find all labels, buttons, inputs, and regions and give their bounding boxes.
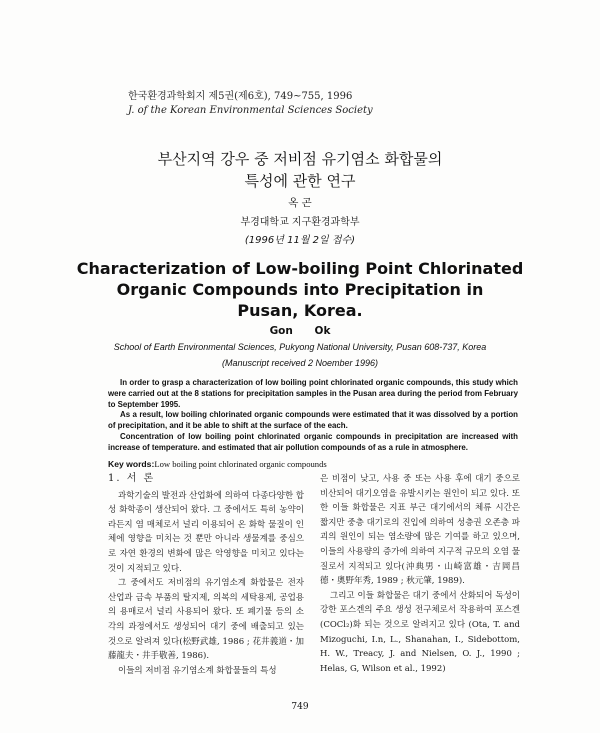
- korean-affiliation: 부경대학교 지구환경과학부: [240, 217, 360, 228]
- english-title-line-3: Pusan, Korea.: [237, 301, 363, 320]
- keywords: [108, 459, 327, 470]
- korean-received-date: (1996년 11월 2일 접수): [244, 235, 356, 246]
- page-number: 749: [291, 702, 309, 712]
- journal-header: [128, 90, 373, 118]
- abstract-paragraph-1: In order to grasp a characterization of low boiling point chlorinated organic compounds, this study which were carried out at the 8 stations for precipitation samples in the Pusan area during the period from February to September 1995.: [108, 378, 518, 409]
- body-paragraph: 과학기술의 발전과 산업화에 의하여 다종다양한 합성 화학종이 생산되어 왔다. 그 중에서도 특히 농약이라든지 염 매체로서 널리 이용되어 온 화학 물질이 인체에 영향을 미치는 것 뿐만 아니라 생물계를 중심으로 자연 환경의 변화에 많은 악영향을 미치고 있다는 것이 지적되고 있다.: [108, 490, 304, 574]
- section-heading-introduction: 1. 서 론: [108, 473, 156, 484]
- abstract: [108, 378, 518, 454]
- korean-title-line-1: 부산지역 강우 중 저비점 유기염소 화합물의: [157, 150, 443, 168]
- korean-title: [0, 148, 600, 192]
- english-received-date: (Manuscript received 2 Noember 1996): [221, 358, 379, 368]
- english-title-line-1: Characterization of Low-boiling Point Chlorinated: [76, 259, 524, 278]
- abstract-paragraph-2: As a result, low boiling chlorinated organic compounds were estimated that it was dissolved by a portion of precipitation, and it be able to shift at the surface of the each.: [108, 410, 518, 431]
- body-paragraph: 은 비점이 낮고, 사용 중 또는 사용 후에 대기 중으로 비산되어 대기오염을 유발시키는 원인이 되고 있다. 또한 이들 화합물은 지표 부근 대기에서의 체류 시간은 짧지만 중층 대기로의 진입에 의하여 성층권 오존층 파괴의 원인이 되는 염소량에 많은 기여를 하고 있으며, 이들의 사용량의 증가에 의하여 지구적 규모의 오염 물질로서 지적되고 있다(沖典男・山崎富雄・吉岡昌德・奧野年秀, 1989 ; 秋元肇, 1989).: [320, 474, 520, 587]
- body-paragraph: 그 중에서도 저비점의 유기염소계 화합물은 전자 산업과 금속 부품의 탈지제, 의복의 세탁용제, 공업용의 용매로서 널리 사용되어 왔다. 또 폐기물 등의 소각의 과정에서도 생성되어 대기 중에 배출되고 있는 것으로 알려져 있다(松野武雄, 1986 ; 花井義道・加藤龍夫・井手敬善, 1986).: [108, 578, 304, 662]
- english-title: [60, 258, 540, 321]
- journal-citation-ko: 한국환경과학회지 제5권(제6호), 749~755, 1996: [128, 91, 353, 102]
- body-paragraph: 이들의 저비점 유기염소계 화합물들의 특성: [118, 665, 277, 676]
- body-left-column: [108, 472, 304, 678]
- english-affiliation: School of Earth Environmental Sciences, Pukyong National University, Pusan 608-737, Korea: [113, 342, 487, 352]
- body-right-column: [320, 472, 520, 676]
- keywords-label: Key words:: [108, 459, 155, 469]
- english-title-line-2: Organic Compounds into Precipitation in: [116, 280, 484, 299]
- journal-citation-en: J. of the Korean Environmental Sciences Society: [128, 105, 373, 116]
- body-paragraph: 그리고 이들 화합물은 대기 중에서 산화되어 독성이 강한 포스겐의 주요 생성 전구체로서 작용하여 포스겐(COCl₂)화 되는 것으로 알려지고 있다 (Ota, T. and Mizoguchi, I.n, L., Shanahan, I., Sidebottom, H. W., Treacy, J. and Nielsen, O. J., 1990 ; Helas, G, Wilson et al., 1992): [320, 590, 520, 674]
- abstract-paragraph-3: Concentration of low boiling point chlorinated organic compounds in precipitation are increased with increase of temperature. and estimated that air pollution compounds of as a rule in atmosphere.: [108, 431, 518, 452]
- english-author: Gon Ok: [269, 325, 331, 337]
- korean-author: 옥 곤: [288, 197, 312, 209]
- korean-title-line-2: 특성에 관한 연구: [244, 172, 356, 190]
- keywords-text: Low boiling point chlorinated organic compounds: [154, 459, 327, 469]
